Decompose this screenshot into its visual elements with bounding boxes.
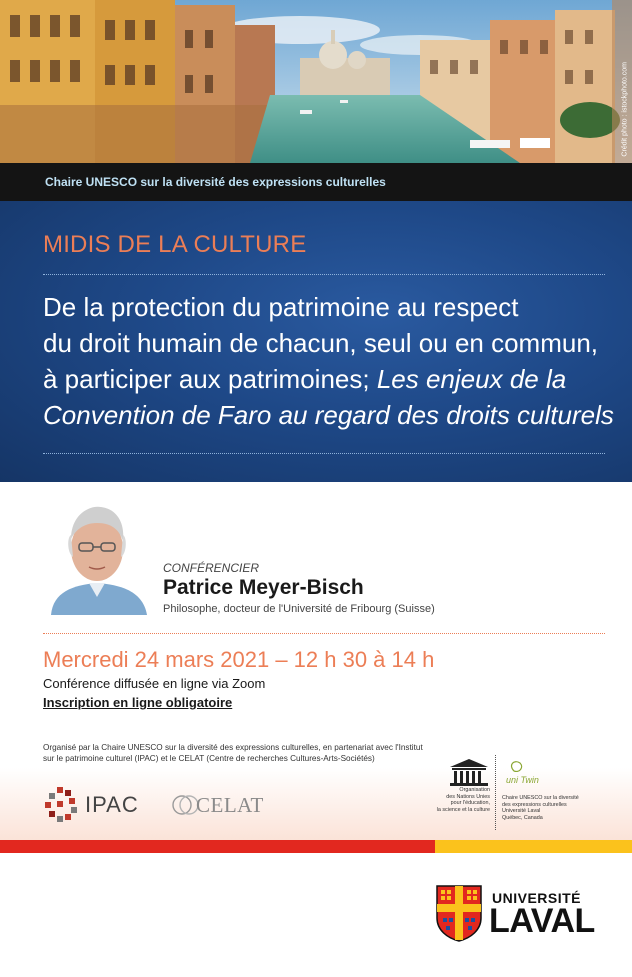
talk-title-line-2: du droit humain de chacun, seul ou en commun, <box>43 328 599 358</box>
talk-title-italic-2: Convention de Faro au regard des droits culturels <box>43 400 614 430</box>
celat-wordmark: CELAT <box>196 793 264 817</box>
event-title-block <box>0 201 632 482</box>
footer-bar-yellow <box>435 840 632 853</box>
speaker-photo <box>43 497 151 615</box>
photo-credit: Crédit photo : istockphoto.com <box>622 62 629 157</box>
unesco-line-1: Organisation <box>459 787 490 793</box>
unitwin-logo-text: uni Twin <box>506 775 539 785</box>
divider-bottom <box>43 453 605 454</box>
unesco-line-4: la science et la culture <box>436 806 490 813</box>
unesco-temple-logo <box>448 757 490 787</box>
unitwin-logo <box>500 757 542 787</box>
broadcast-info: Conférence diffusée en ligne via Zoom <box>43 676 266 691</box>
talk-title-line-3-roman: à participer aux patrimoines; <box>43 364 370 394</box>
talk-title-line-3 <box>43 361 623 397</box>
unitwin-text <box>502 795 592 821</box>
unesco-line-2: des Nations Unies <box>446 793 490 800</box>
talk-title <box>43 289 623 433</box>
unitwin-line-2: des expressions culturelles <box>502 801 567 808</box>
unesco-text <box>432 787 490 813</box>
speaker-role: CONFÉRENCIER <box>163 561 260 575</box>
unesco-line-3: pour l'éducation, <box>450 800 490 806</box>
series-title: MIDIS DE LA CULTURE <box>43 231 307 258</box>
talk-title-italic-1: Les enjeux de la <box>376 364 567 394</box>
footer-bar-red <box>0 840 435 853</box>
university-word: UNIVERSITÉ <box>492 890 582 906</box>
speaker-bio: Philosophe, docteur de l'Université de Fribourg (Suisse) <box>163 603 435 615</box>
hero-photo <box>0 0 632 163</box>
event-datetime: Mercredi 24 mars 2021 – 12 h 30 à 14 h <box>43 647 435 672</box>
laval-shield-logo <box>435 884 483 942</box>
divider-speaker <box>43 633 605 634</box>
unitwin-line-3: Université Laval <box>502 808 541 814</box>
signup-link[interactable]: Inscription en ligne obligatoire <box>43 695 233 710</box>
laval-word: LAVAL <box>489 902 595 940</box>
chair-band <box>0 163 632 201</box>
chair-label: Chaire UNESCO sur la diversité des expressions culturelles <box>45 175 386 189</box>
unitwin-line-4: Québec, Canada <box>502 814 543 821</box>
unitwin-line-1: Chaire UNESCO sur la diversité <box>502 795 579 801</box>
talk-title-line-1: De la protection du patrimoine au respect <box>43 292 519 322</box>
divider-top <box>43 274 605 275</box>
speaker-name: Patrice Meyer-Bisch <box>163 576 364 599</box>
organizer-text: Organisé par la Chaire UNESCO sur la diversité des expressions culturelles, en partenariat avec l'Institut sur le patrimoine culturel (IPAC) et le CELAT (Centre de recherches Cultures-Arts-Sociétés) <box>43 743 423 763</box>
partner-separator <box>495 755 496 830</box>
ipac-wordmark: IPAC <box>85 792 139 817</box>
